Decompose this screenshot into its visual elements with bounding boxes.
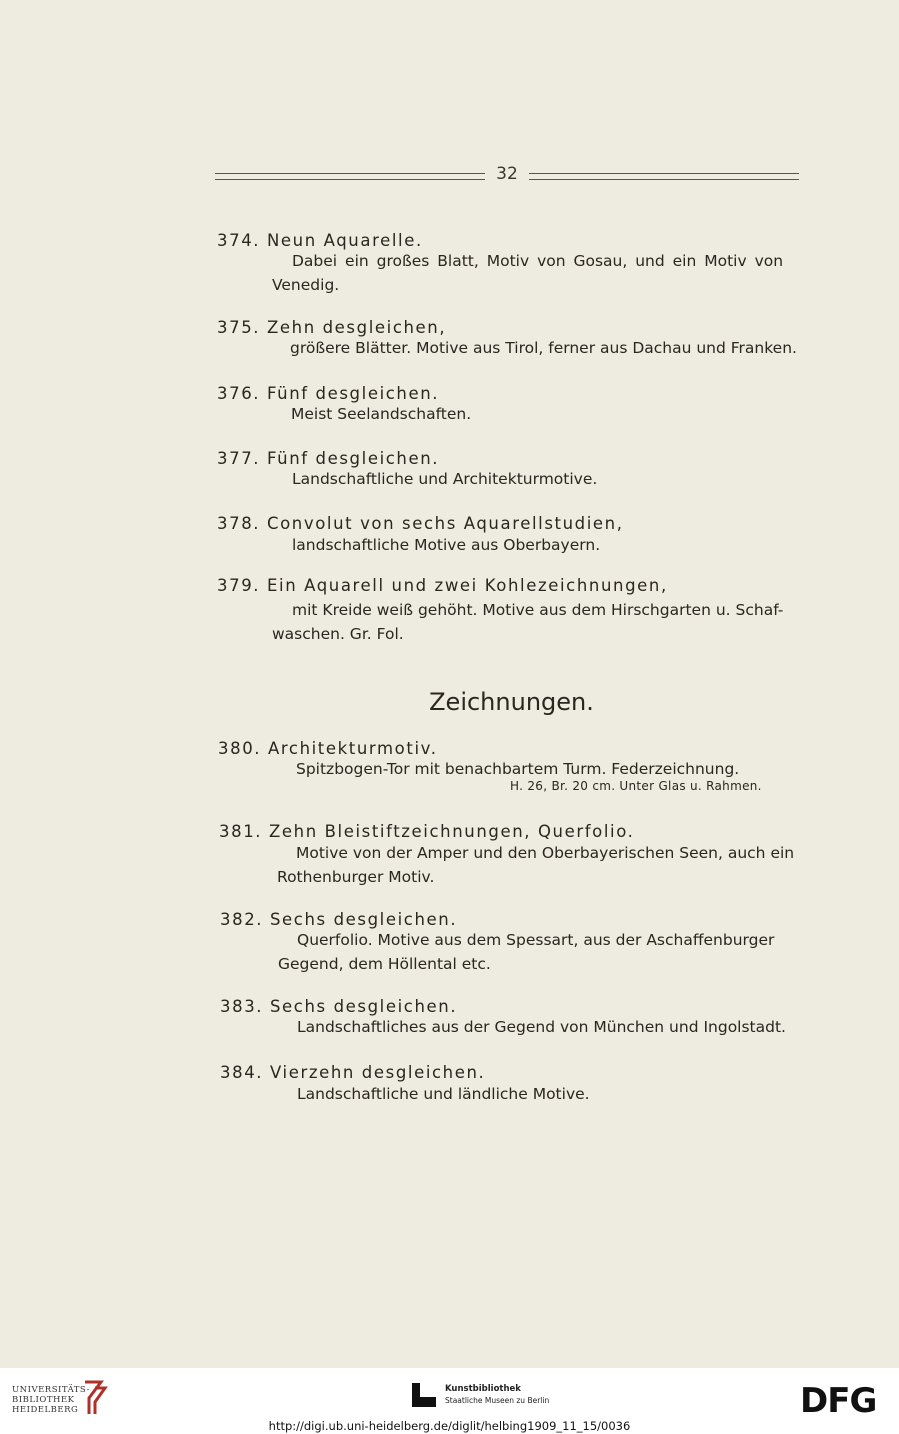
university-library-label <box>12 1385 90 1415</box>
dfg-logo: DFG <box>800 1381 877 1421</box>
university-library-line: UNIVERSITÄTS- <box>12 1385 90 1395</box>
entry-heading: 378. Convolut von sechs Aquarellstudien, <box>217 514 624 533</box>
entry-dimensions: H. 26, Br. 20 cm. Unter Glas u. Rahmen. <box>510 779 762 793</box>
entry-heading: 379. Ein Aquarell und zwei Kohlezeichnungen, <box>217 576 668 595</box>
kunstbibliothek-logo-icon <box>412 1383 436 1407</box>
entry-heading: 374. Neun Aquarelle. <box>217 231 423 250</box>
section-title: Zeichnungen. <box>429 688 594 716</box>
entry-heading: 380. Architekturmotiv. <box>218 739 438 758</box>
entry-heading: 384. Vierzehn desgleichen. <box>220 1063 486 1082</box>
entry-line: Meist Seelandschaften. <box>291 405 472 423</box>
entry-line: Venedig. <box>272 276 340 294</box>
kunstbibliothek-subtitle: Staatliche Museen zu Berlin <box>445 1396 550 1405</box>
entry-line: Motive von der Amper und den Oberbayerischen Seen, auch ein <box>296 844 795 862</box>
page-number: 32 <box>496 164 518 184</box>
entry-heading: 377. Fünf desgleichen. <box>217 449 440 468</box>
university-library-line: BIBLIOTHEK <box>12 1395 75 1405</box>
entry-line: Dabei ein großes Blatt, Motiv von Gosau, und ein Motiv von <box>292 252 784 270</box>
entry-line: Landschaftliche und Architekturmotive. <box>292 470 598 488</box>
entry-heading: 382. Sechs desgleichen. <box>220 910 458 929</box>
entry-line: Querfolio. Motive aus dem Spessart, aus der Aschaffenburger <box>297 931 775 949</box>
source-url[interactable]: http://digi.ub.uni-heidelberg.de/diglit/helbing1909_11_15/0036 <box>268 1419 631 1433</box>
header-rule-right <box>529 173 799 180</box>
entry-heading: 376. Fünf desgleichen. <box>217 384 440 403</box>
entry-heading: 383. Sechs desgleichen. <box>220 997 458 1016</box>
viewer-footer <box>0 1368 899 1434</box>
university-logo-icon <box>81 1378 109 1416</box>
university-library-line: HEIDELBERG <box>12 1405 79 1415</box>
entry-line: mit Kreide weiß gehöht. Motive aus dem Hirschgarten u. Schaf- <box>292 601 784 619</box>
entry-line: größere Blätter. Motive aus Tirol, ferner aus Dachau und Franken. <box>290 339 797 357</box>
page-header <box>215 160 799 190</box>
entry-line: Spitzbogen-Tor mit benachbartem Turm. Federzeichnung. <box>296 760 740 778</box>
entry-line: Landschaftliche und ländliche Motive. <box>297 1085 590 1103</box>
entry-heading: 375. Zehn desgleichen, <box>217 318 447 337</box>
entry-line: landschaftliche Motive aus Oberbayern. <box>292 536 601 554</box>
entry-heading: 381. Zehn Bleistiftzeichnungen, Querfolio. <box>219 822 635 841</box>
kunstbibliothek-label <box>445 1384 549 1405</box>
entry-line: Rothenburger Motiv. <box>277 868 435 886</box>
entry-line: Gegend, dem Höllental etc. <box>278 955 491 973</box>
entry-line: waschen. Gr. Fol. <box>272 625 404 643</box>
header-rule-left <box>215 173 485 180</box>
kunstbibliothek-title: Kunstbibliothek <box>445 1384 521 1394</box>
entry-line: Landschaftliches aus der Gegend von München und Ingolstadt. <box>297 1018 786 1036</box>
